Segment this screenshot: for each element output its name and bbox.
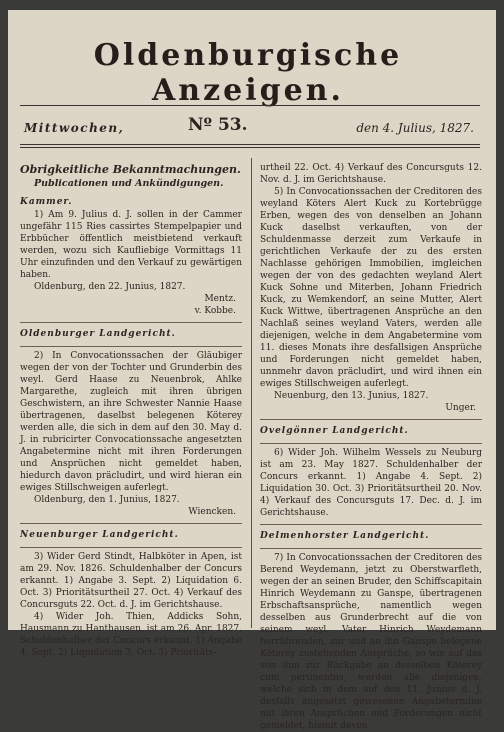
notice-2-place-date: Oldenburg, den 1. Junius, 1827. xyxy=(34,495,180,505)
notice-3-text: 3) Wider Gerd Stindt, Halbköter in Apen, ist am 29. Nov. 1826. Schuldenhalber der Concurs erkannt. 1) Angabe 3. Sept. 2) Liquidation 6. Oct. 3) Prioritätsurtheil 27. Oct. 4) Verkauf des Concursguts 22. Oct. d. J. im Gerichtshause. xyxy=(20,552,242,610)
column-divider xyxy=(251,158,252,628)
issue-number: Nº 53. xyxy=(188,115,248,135)
masthead-rule-top xyxy=(20,105,480,106)
section-label-oldenburg: Oldenburger Landgericht. xyxy=(20,329,176,339)
section-subheading-publications: Publicationen und Ankündigungen. xyxy=(34,178,224,189)
section-heading-official: Obrigkeitliche Bekanntmachungen. xyxy=(20,163,241,176)
notice-4-continued: urtheil 22. Oct. 4) Verkauf des Concursguts 12. Nov. d. J. im Gerichtshause. xyxy=(260,163,482,185)
notice-2-signature: Wiencken. xyxy=(188,507,236,517)
left-column xyxy=(20,162,242,659)
masthead-rule-bottom-double xyxy=(20,147,480,148)
issue-line xyxy=(24,115,480,139)
notice-7-text: 7) In Convocationssachen der Creditoren des Berend Weydemann, jetzt zu Oberstwarfleth, wegen der an seinen Bruder, den Schiffscapitain Hinrich Weydemann zu Ganspe, übertragenen Erbschaftsansprüche, namentlich wegen desselben aus Grunderbrecht auf die von seinem weyl. Vater Hinrich Weydemann herrührenden, zur und an ihn Ganspe belegene Köterey zustehenden Ansprüche, so wie auf das von ihm zur Rückgabe an desselben Köterey cum pertinentiis, werden alle diejenigen, welche sich in dem auf den 11. Junius d. J. desfalls angesetzt gewesenen Angabetermine mit ihren Ansprüchen und Forderungen nicht gemeldet, hiemit davon xyxy=(260,553,482,731)
notice-1-signature-2: v. Kobbe. xyxy=(194,306,236,316)
section-rule xyxy=(20,547,242,548)
notice-5-signature: Unger. xyxy=(445,403,476,413)
section-rule xyxy=(20,346,242,347)
masthead-rule-bottom xyxy=(20,144,480,145)
section-label-neuenburg: Neuenburger Landgericht. xyxy=(20,530,179,540)
notice-2-text: 2) In Convocationssachen der Gläubiger wegen der von der Tochter und Grunderbin des weyl. Gerd Haase zu Neuenbrok, Ahlke Margarethe, zugleich mit ihren übrigen Geschwistern, an ihre Schwester Nannie Haase übertragenen, daselbst belegenen Köterey werden alle, die sich in dem auf den 30. May d. J. in rubricirter Convocationssache angesetzten Angabetermine nicht mit ihren Forderungen und Ansprüchen nicht gemeldet haben, hiedurch davon präcludirt, und wird hieran ein ewiges Stillschweigen auferlegt. xyxy=(20,351,242,493)
section-rule xyxy=(260,548,482,549)
section-label-ovelgoenne: Ovelgönner Landgericht. xyxy=(260,426,409,436)
masthead-title: Oldenburgische Anzeigen. xyxy=(93,38,403,108)
section-rule xyxy=(260,443,482,444)
issue-day: Mittwochen, xyxy=(24,121,125,135)
section-rule xyxy=(260,524,482,525)
section-rule xyxy=(20,523,242,524)
notice-6-text: 6) Wider Joh. Wilhelm Wessels zu Neuburg ist am 23. May 1827. Schuldenhalber der Concurs erkannt. 1) Angabe 4. Sept. 2) Liquidation 30. Oct. 3) Prioritätsurtheil 20. Nov. 4) Verkauf des Concursguts 17. Dec. d. J. im Gerichtshause. xyxy=(260,448,482,518)
section-label-kammer: Kammer. xyxy=(20,197,73,207)
right-column xyxy=(260,162,482,732)
notice-5-text: 5) In Convocationssachen der Creditoren des weyland Köters Alert Kuck zu Kortebrügge Erben, wegen des von denselben an Johann Kuck daselbst verkauften, von der Schuldenmasse derzeit zum Verkaufe in gerichtlichen Verkaufe der zu des ersten Nachlasse gehörigen Immobilien, imgleichen wegen der von des gedachten weyland Alert Kuck Sohne und Miterben, Johann Friedrich Kuck, zu Wemkendorf, an seine Mutter, Alert Kuck Wittwe, übertragenen Ansprüche an den Nachlaß seines weyland Vaters, werden alle diejenigen, welche in dem Angabetermine vom 11. dieses Monats ihre desfallsigen Ansprüche und Forderungen nicht gemeldet haben, unnmehr davon präcludirt, und wird ihnen ein ewiges Stillschweigen auferlegt. xyxy=(260,187,482,389)
notice-1-signature-1: Mentz. xyxy=(204,294,236,304)
newspaper-page xyxy=(8,10,496,731)
section-rule xyxy=(20,322,242,323)
notice-1-text: 1) Am 9. Julius d. J. sollen in der Cammer ungefähr 115 Ries cassirtes Stempelpapier und Erbbücher öffentlich meistbietend verkauft werden, wozu sich Kaufliebige Vormittags 11 Uhr einzufinden und den Verkauf zu gewärtigen haben. xyxy=(20,210,242,280)
notice-4-text: 4) Wider Joh. Thien, Addicks Sohn, Hausmann zu Hanthausen, ist am 26. Apr. 1827. Schuldenhalber der Concurs erkannt. 1) Angabe 4. Sept. 2) Liquidation 3. Oct. 3) Prioritäts- xyxy=(20,612,242,658)
section-label-delmenhorst: Delmenhorster Landgericht. xyxy=(260,531,430,541)
section-rule xyxy=(260,419,482,420)
notice-5-place-date: Neuenburg, den 13. Junius, 1827. xyxy=(274,391,429,401)
notice-1-place-date: Oldenburg, den 22. Junius, 1827. xyxy=(34,282,186,292)
issue-date: den 4. Julius, 1827. xyxy=(356,121,474,135)
